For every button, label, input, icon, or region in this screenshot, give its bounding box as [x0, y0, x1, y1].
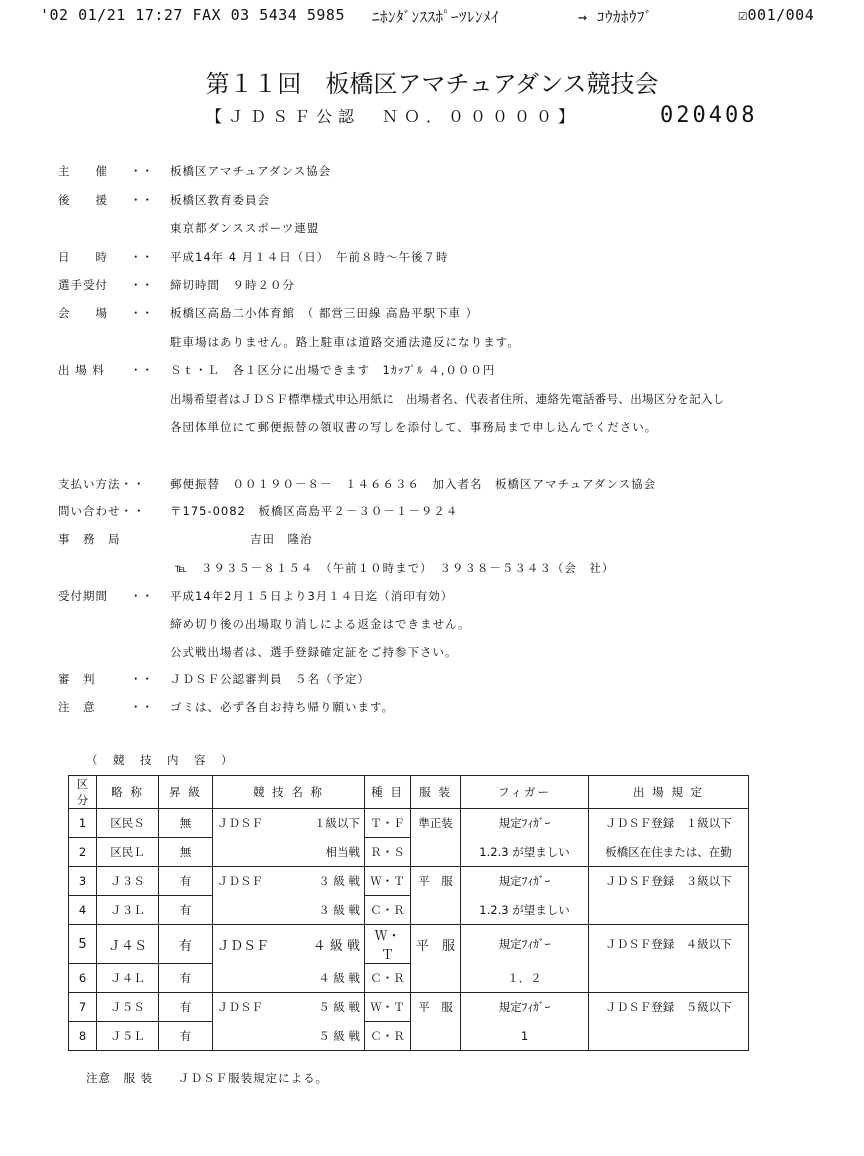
fee-label: 出 場 料: [58, 363, 105, 377]
promotion: 有: [159, 964, 213, 993]
entry-rule: [589, 1022, 749, 1051]
notice-value: ゴミは、必ず各自お持ち帰り願います。: [170, 700, 395, 714]
event: Ｗ・Ｔ: [365, 993, 411, 1022]
promotion: 有: [159, 896, 213, 925]
entry-rule: [589, 964, 749, 993]
fax-datetime: '02 01/21 17:27 FAX 03 5434 5985: [40, 6, 345, 24]
table-row: [69, 838, 749, 867]
division-number: 8: [69, 1022, 97, 1051]
division-number: 6: [69, 964, 97, 993]
promotion: 有: [159, 867, 213, 896]
division-number: 1: [69, 809, 97, 838]
judge-label: 審 判: [58, 672, 96, 686]
support-label: 後 援: [58, 193, 108, 207]
abbreviation: Ｊ５Ｌ: [97, 1022, 159, 1051]
separator-dots: ・・: [130, 672, 153, 686]
separator-dots: ・・: [130, 250, 153, 264]
entry-rule: 板橋区在住または、在勤: [589, 838, 749, 867]
venue-value: 板橋区高島二小体育館 （ 都営三田線 高島平駅下車 ）: [170, 306, 479, 320]
column-header: フィガー: [461, 776, 589, 809]
competition-class: １級以下: [314, 816, 360, 831]
event: Ｔ・Ｆ: [365, 809, 411, 838]
competition-org: ＪＤＳＦ: [217, 1000, 263, 1015]
abbreviation: 区民Ｓ: [97, 809, 159, 838]
competition-name: [213, 867, 365, 896]
figure: 規定ﾌｨｶﾞｰ: [461, 993, 589, 1022]
competition-caption: （ 競 技 内 容 ）: [86, 753, 235, 767]
competition-class: ５ 級 戦: [213, 1022, 365, 1051]
figure: 1.2.3 が望ましい: [461, 838, 589, 867]
event: Ｃ・Ｒ: [365, 896, 411, 925]
date-label: 日 時: [58, 250, 108, 264]
fee-note-1: 出場希望者はＪＤＳＦ標準様式申込用紙に 出場者名、代表者住所、連絡先電話番号、出場区分を記入し: [170, 392, 725, 406]
fax-recipient: → ｺｳｶﾎｳﾌﾞ: [578, 8, 653, 26]
dress-code: [411, 838, 461, 867]
column-header: 種 目: [365, 776, 411, 809]
fax-sender: ﾆﾎﾝﾀﾞﾝｽｽﾎﾟｰﾂﾚﾝﾒｲ: [372, 8, 500, 26]
column-header: 区分: [69, 776, 97, 809]
period-note-1: 締め切り後の出場取り消しによる返金はできません。: [170, 617, 471, 631]
entry-rule: ＪＤＳＦ登録 ４級以下: [589, 925, 749, 964]
promotion: 無: [159, 809, 213, 838]
abbreviation: Ｊ４Ｓ: [97, 925, 159, 964]
competition-class: ４ 級 戦: [213, 964, 365, 993]
judge-value: ＪＤＳＦ公認審判員 ５名（予定）: [170, 672, 370, 686]
entry-rule: [589, 896, 749, 925]
venue-note: 駐車場はありません。路上駐車は道路交通法違反になります。: [170, 335, 520, 349]
period-note-2: 公式戦出場者は、選手登録確定証をご持参下さい。: [170, 645, 458, 659]
figure: １．２: [461, 964, 589, 993]
dress-code: [411, 896, 461, 925]
competition-class: ５ 級 戦: [318, 1000, 360, 1015]
competition-class: ３ 級 戦: [213, 896, 365, 925]
division-number: 3: [69, 867, 97, 896]
reception-value: 締切時間 ９時２０分: [170, 278, 295, 292]
separator-dots: ・・: [130, 306, 153, 320]
separator-dots: ・・: [130, 700, 153, 714]
office-telephone: ℡ ３９３５－８１５４ （午前１０時まで） ３９３８－５３４３（会 社）: [175, 561, 615, 575]
abbreviation: Ｊ５Ｓ: [97, 993, 159, 1022]
figure: 規定ﾌｨｶﾞｰ: [461, 809, 589, 838]
figure: 規定ﾌｨｶﾞｰ: [461, 925, 589, 964]
fax-page-number: ☑001/004: [738, 6, 815, 24]
event: Ｃ・Ｒ: [365, 1022, 411, 1051]
promotion: 有: [159, 1022, 213, 1051]
column-header: 競 技 名 称: [213, 776, 365, 809]
column-header: 略 称: [97, 776, 159, 809]
figure: 1: [461, 1022, 589, 1051]
dress-code: 平 服: [411, 993, 461, 1022]
office-contact-name: 吉田 隆治: [250, 532, 313, 546]
abbreviation: 区民Ｌ: [97, 838, 159, 867]
table-row: [69, 896, 749, 925]
payment-label: 支払い方法・・: [58, 477, 146, 491]
entry-rule: ＪＤＳＦ登録 １級以下: [589, 809, 749, 838]
competition-name: [213, 993, 365, 1022]
competition-org: ＪＤＳＦ: [217, 816, 263, 831]
separator-dots: ・・: [130, 193, 153, 207]
figure: 1.2.3 が望ましい: [461, 896, 589, 925]
division-number: 7: [69, 993, 97, 1022]
competition-name: [213, 809, 365, 838]
abbreviation: Ｊ３Ｌ: [97, 896, 159, 925]
promotion: 有: [159, 925, 213, 964]
dress-code: [411, 964, 461, 993]
abbreviation: Ｊ３Ｓ: [97, 867, 159, 896]
event: Ｗ・Ｔ: [365, 925, 411, 964]
venue-label: 会 場: [58, 306, 108, 320]
separator-dots: ・・: [130, 589, 153, 603]
separator-dots: ・・: [130, 278, 153, 292]
reception-label: 選手受付: [58, 278, 108, 292]
table-row: [69, 809, 749, 838]
abbreviation: Ｊ４Ｌ: [97, 964, 159, 993]
event: Ｃ・Ｒ: [365, 964, 411, 993]
competition-table: [68, 775, 749, 1051]
division-number: 5: [69, 925, 97, 964]
event: Ｗ・Ｔ: [365, 867, 411, 896]
division-number: 4: [69, 896, 97, 925]
footer-note: 注意 服 装 ＪＤＳＦ服装規定による。: [86, 1071, 329, 1085]
competition-class: ３ 級 戦: [318, 874, 360, 889]
fee-value: Ｓｔ・Ｌ 各１区分に出場できます 1ｶｯﾌﾟﾙ ４,０００円: [170, 363, 496, 377]
entry-rule: ＪＤＳＦ登録 ３級以下: [589, 867, 749, 896]
period-label: 受付期間: [58, 589, 108, 603]
dress-code: 平 服: [411, 925, 461, 964]
column-header: 服 装: [411, 776, 461, 809]
competition-class: 相当戦: [213, 838, 365, 867]
dress-code: 平 服: [411, 867, 461, 896]
office-label: 事 務 局: [58, 532, 121, 546]
division-number: 2: [69, 838, 97, 867]
organizer-label: 主 催: [58, 164, 108, 178]
promotion: 有: [159, 993, 213, 1022]
document-subtitle: 【ＪＤＳＦ公認 ＮＯ．０００００】: [206, 107, 581, 126]
competition-class: ４ 級 戦: [312, 938, 360, 954]
organizer-value: 板橋区アマチュアダンス協会: [170, 164, 332, 178]
dress-code: 準正装: [411, 809, 461, 838]
fee-note-2: 各団体単位にて郵便振替の領収書の写しを添付して、事務局まで申し込んでください。: [170, 420, 658, 434]
competition-org: ＪＤＳＦ: [217, 938, 270, 954]
column-header: 出 場 規 定: [589, 776, 749, 809]
table-row: [69, 1022, 749, 1051]
competition-name: [213, 925, 365, 964]
separator-dots: ・・: [130, 164, 153, 178]
date-value: 平成14年 4 月１４日（日） 午前８時～午後７時: [170, 250, 449, 264]
table-row: [69, 925, 749, 964]
table-row: [69, 964, 749, 993]
payment-value: 郵便振替 ００１９０－８－ １４６６３６ 加入者名 板橋区アマチュアダンス協会: [170, 477, 657, 491]
stamp-number: 020408: [660, 103, 758, 128]
figure: 規定ﾌｨｶﾞｰ: [461, 867, 589, 896]
event: Ｒ・Ｓ: [365, 838, 411, 867]
inquiry-label: 問い合わせ・・: [58, 504, 146, 518]
dress-code: [411, 1022, 461, 1051]
period-value: 平成14年2月１５日より3月１４日迄（消印有効）: [170, 589, 454, 603]
table-row: [69, 993, 749, 1022]
support-value-1: 板橋区教育委員会: [170, 193, 270, 207]
support-value-2: 東京都ダンススポーツ連盟: [170, 221, 320, 235]
column-header: 昇 級: [159, 776, 213, 809]
separator-dots: ・・: [130, 363, 153, 377]
document-title: 第１１回 板橋区アマチュアダンス競技会: [205, 70, 659, 98]
entry-rule: ＪＤＳＦ登録 ５級以下: [589, 993, 749, 1022]
notice-label: 注 意: [58, 700, 96, 714]
competition-org: ＪＤＳＦ: [217, 874, 263, 889]
promotion: 無: [159, 838, 213, 867]
table-header-row: [69, 776, 749, 809]
table-row: [69, 867, 749, 896]
inquiry-value: 〒175-0082 板橋区高島平２－３０－１－９２４: [170, 504, 459, 518]
